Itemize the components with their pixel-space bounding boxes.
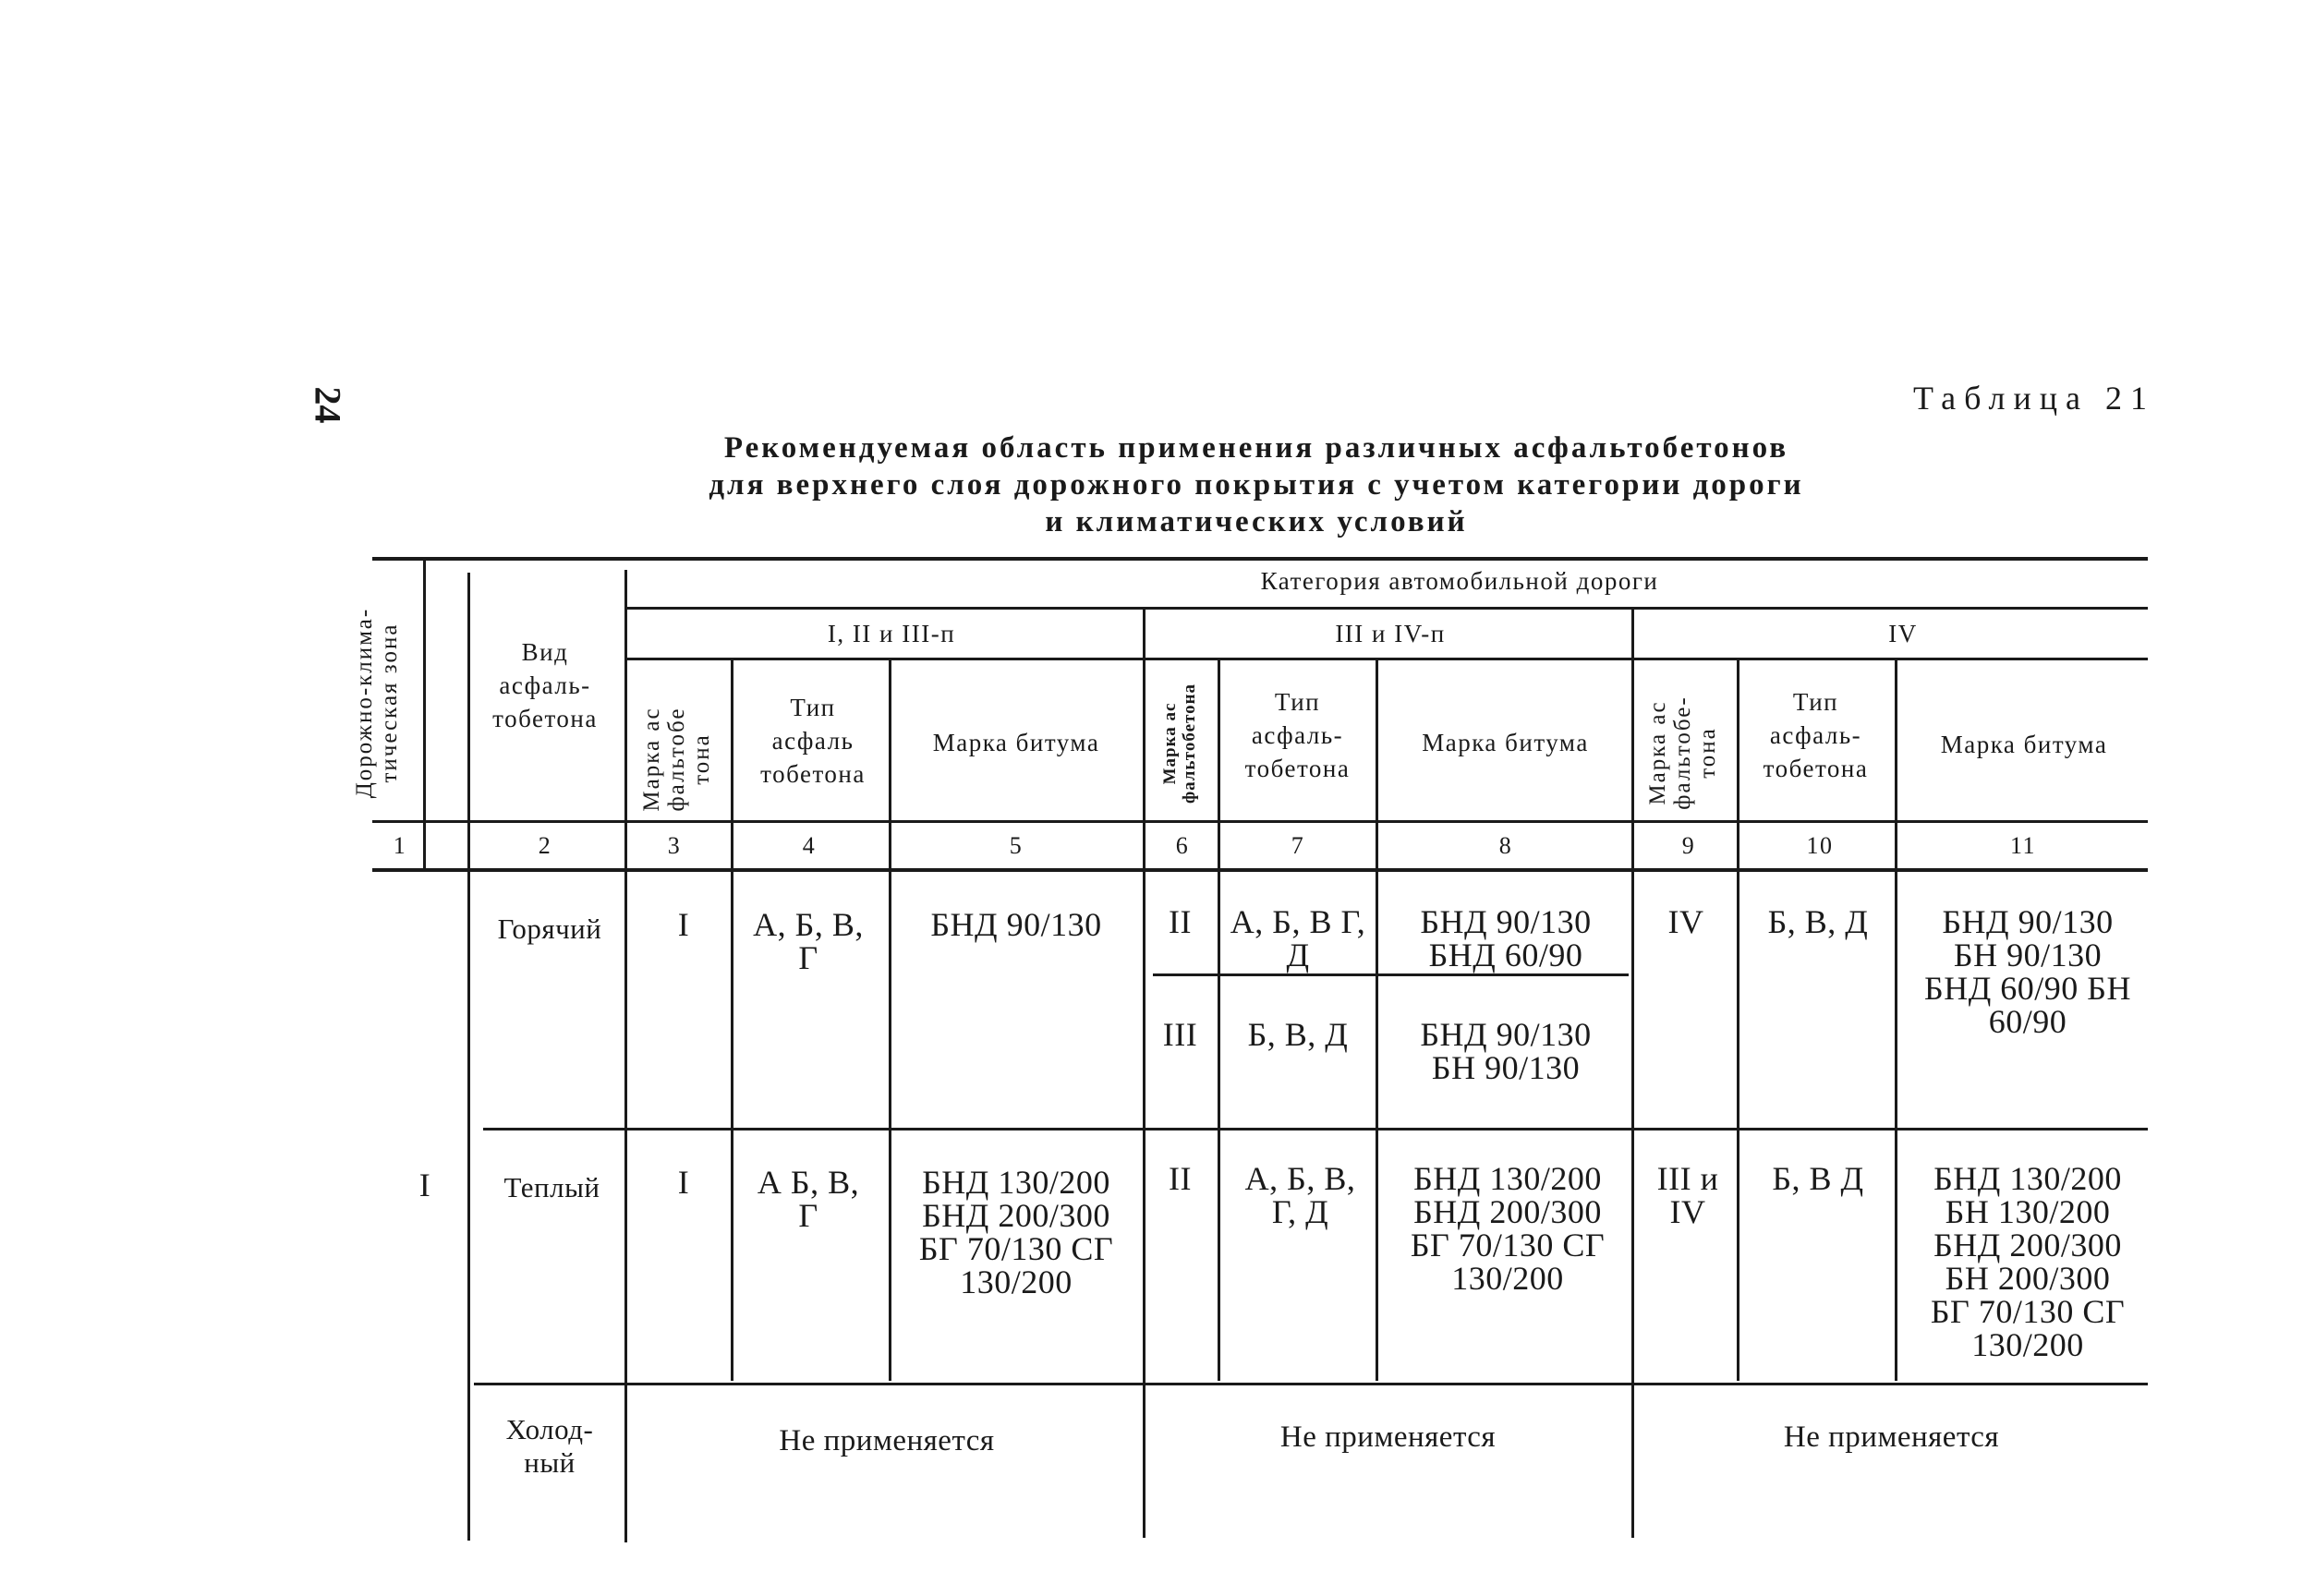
header-bitumen-2: Марка битума [1422,729,1589,756]
col-number-8: 8 [1498,832,1513,859]
rule-hot-split [1153,973,1629,976]
hot-c9: IV [1667,903,1704,940]
col-number-11: 11 [2009,832,2037,859]
hot-c7a: А, Б, В Г, Д [1230,903,1366,973]
header-type-asphalt-2: Тип асфаль-тобетона [1244,688,1351,782]
hot-c3: I [677,906,690,943]
rule-v-10 [1737,660,1739,1381]
header-bitumen-3: Марка битума [1940,731,2108,758]
hot-c5: БНД 90/130 [930,906,1102,943]
rule-top [372,557,2148,561]
warm-c7: А, Б, В, Г, Д [1244,1160,1356,1230]
rule-v-9 [1631,610,1634,1538]
header-type-asphalt-3: Тип асфаль-тобетона [1763,688,1869,782]
col-number-1: 1 [393,832,407,859]
col-number-9: 9 [1681,832,1696,859]
rule-v-6 [1143,610,1145,1538]
zone-value: I [418,1167,431,1203]
col-number-3: 3 [667,832,682,859]
title-line-1: Рекомендуемая область применения различных асфальтобетонов [723,431,1789,465]
header-road-category: Категория автомобильной дороги [1260,567,1659,595]
warm-c10: Б, В Д [1772,1160,1864,1197]
rule-v-3 [624,570,627,1542]
warm-c3: I [677,1164,690,1201]
rule-v-5 [889,660,891,1381]
cold-not-applicable-3: Не применяется [1783,1421,2000,1454]
hot-c8b: БНД 90/130 БН 90/130 [1420,1016,1592,1086]
rule-v-1 [423,561,426,870]
header-asphalt-type: Вид асфаль-тобетона [492,638,598,732]
hot-c8a: БНД 90/130 БНД 60/90 [1420,903,1592,973]
warm-c8: БНД 130/200 БНД 200/300 БГ 70/130 СГ 130/200 [1410,1160,1606,1297]
rule-v-7 [1218,660,1220,1381]
warm-c5: БНД 130/200 БНД 200/300 БГ 70/130 СГ 130/200 [918,1164,1114,1300]
rule-warm-bottom [474,1383,2148,1385]
rule-v-4 [731,660,733,1381]
title-line-2: для верхнего слоя дорожного покрытия с учетом категории дороги [709,468,1804,502]
hot-type: Горячий [497,913,602,945]
header-mark-asphalt-1: Марка ас фальтобе тона [639,707,714,812]
rule-v-2 [467,573,470,1541]
hot-c6a: II [1169,903,1192,940]
hot-c10: Б, В, Д [1767,903,1869,940]
warm-c6: II [1169,1160,1192,1197]
header-bitumen-1: Марка битума [932,729,1100,756]
warm-c4: А Б, В, Г [757,1164,860,1234]
warm-type: Теплый [503,1171,600,1203]
page-number: 24 [307,386,349,424]
header-mark-asphalt-2: Марка ас фальтобетона [1160,683,1199,804]
warm-c11: БНД 130/200 БН 130/200 БНД 200/300 БН 200/300 БГ 70/130 СГ 130/200 [1930,1160,2126,1363]
header-zone: Дорожно-клима-тическая зона [352,607,402,799]
hot-c7b: Б, В, Д [1247,1016,1349,1053]
col-number-2: 2 [538,832,552,859]
rule-v-11 [1895,660,1897,1381]
rule-v-8 [1376,660,1378,1381]
table-title [702,429,1811,540]
title-line-3: и климатических условий [1045,505,1468,538]
hot-c4: А, Б, В, Г [753,906,864,976]
rule-colnums-bottom [372,868,2148,872]
header-mark-asphalt-3: Марка ас фальтобе-тона [1645,695,1720,810]
rule-groups [625,658,2148,660]
col-number-4: 4 [802,832,817,859]
header-group-1: I, II и III-п [827,620,956,647]
col-number-5: 5 [1009,832,1024,859]
cold-not-applicable-2: Не применяется [1279,1421,1497,1454]
header-type-asphalt-1: Тип асфаль тобетона [760,694,866,788]
hot-c6b: III [1162,1016,1198,1053]
col-number-10: 10 [1806,832,1834,859]
table-label: Таблица 21 [1913,380,2155,417]
rule-category [625,607,2148,610]
warm-c9: III и IV [1656,1160,1719,1230]
cold-not-applicable-1: Не применяется [779,1424,995,1457]
cold-type: Холод-ный [505,1413,594,1479]
col-number-6: 6 [1175,832,1190,859]
header-group-3: IV [1888,620,1918,647]
col-number-7: 7 [1291,832,1305,859]
hot-c11: БНД 90/130 БН 90/130 БНД 60/90 БН 60/90 [1924,903,2131,1040]
header-group-2: III и IV-п [1335,620,1446,647]
